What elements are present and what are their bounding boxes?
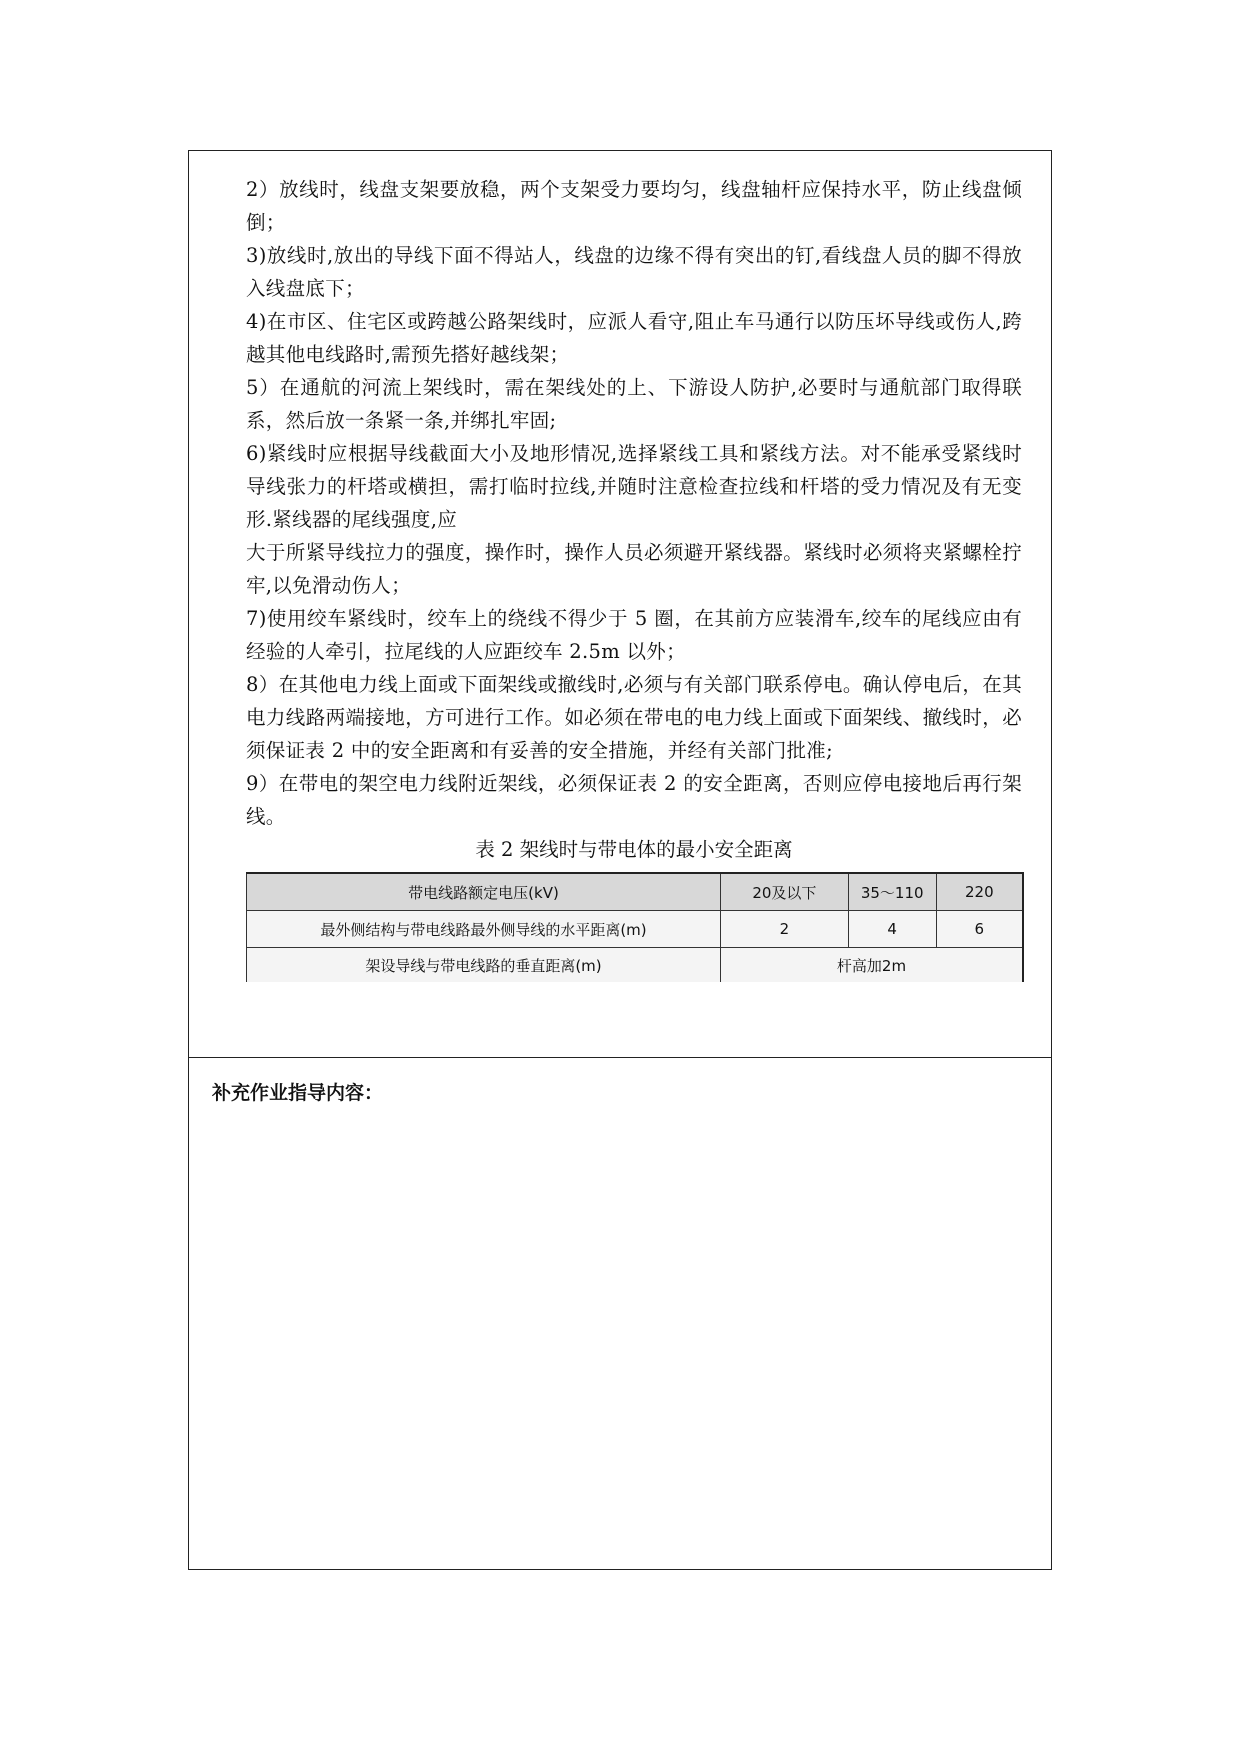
table-cell: 35～110 [848, 873, 936, 911]
table-cell: 4 [848, 911, 936, 948]
table-cell: 220 [936, 873, 1023, 911]
table-caption: 表 2 架线时与带电体的最小安全距离 [475, 838, 793, 861]
table-cell: 2 [721, 911, 849, 948]
instructions-content [246, 173, 1022, 982]
instructions-section [189, 151, 1051, 1058]
supplement-title: 补充作业指导内容： [212, 1082, 384, 1104]
table-row [247, 911, 1024, 948]
paragraph-6: 6)紧线时应根据导线截面大小及地形情况,选择紧线工具和紧线方法。对不能承受紧线时导线张力的杆塔或横担，需打临时拉线,并随时注意检查拉线和杆塔的受力情况及有无变形.紧线器的尾线强度,应 [246, 442, 1022, 531]
table-cell: 最外侧结构与带电线路最外侧导线的水平距离(m) [247, 911, 721, 948]
table-cell: 20及以下 [721, 873, 849, 911]
paragraph-7: 7)使用绞车紧线时，绞车上的绕线不得少于 5 圈，在其前方应装滑车,绞车的尾线应由有经验的人牵引，拉尾线的人应距绞车 2.5m 以外； [246, 607, 1022, 663]
paragraph-3: 3)放线时,放出的导线下面不得站人，线盘的边缘不得有突出的钉,看线盘人员的脚不得放入线盘底下； [246, 244, 1022, 300]
paragraph-8: 8）在其他电力线上面或下面架线或撤线时,必须与有关部门联系停电。确认停电后，在其电力线路两端接地，方可进行工作。如必须在带电的电力线上面或下面架线、撤线时，必须保证表 2 中的安全距离和有妥善的安全措施，并经有关部门批准; [246, 673, 1022, 762]
supplement-section [189, 1058, 1051, 1569]
table-row [247, 873, 1024, 911]
table-row [247, 948, 1024, 983]
table-cell: 杆高加2m [721, 948, 1024, 983]
paragraph-5: 5）在通航的河流上架线时，需在架线处的上、下游设人防护,必要时与通航部门取得联系，然后放一条紧一条,并绑扎牢固; [246, 376, 1022, 432]
table-cell: 带电线路额定电压(kV) [247, 873, 721, 911]
table-cell: 6 [936, 911, 1023, 948]
paragraph-6-continued: 大于所紧导线拉力的强度，操作时，操作人员必须避开紧线器。紧线时必须将夹紧螺栓拧牢,以免滑动伤人； [246, 541, 1022, 597]
paragraph-9: 9）在带电的架空电力线附近架线，必须保证表 2 的安全距离，否则应停电接地后再行架线。 [246, 772, 1022, 828]
safety-distance-table [246, 872, 1024, 982]
paragraph-4: 4)在市区、住宅区或跨越公路架线时，应派人看守,阻止车马通行以防压坏导线或伤人,跨越其他电线路时,需预先搭好越线架； [246, 310, 1022, 366]
document-frame [188, 150, 1052, 1570]
paragraph-2: 2）放线时，线盘支架要放稳，两个支架受力要均匀，线盘轴杆应保持水平，防止线盘倾倒； [246, 178, 1022, 234]
table-cell: 架设导线与带电线路的垂直距离(m) [247, 948, 721, 983]
